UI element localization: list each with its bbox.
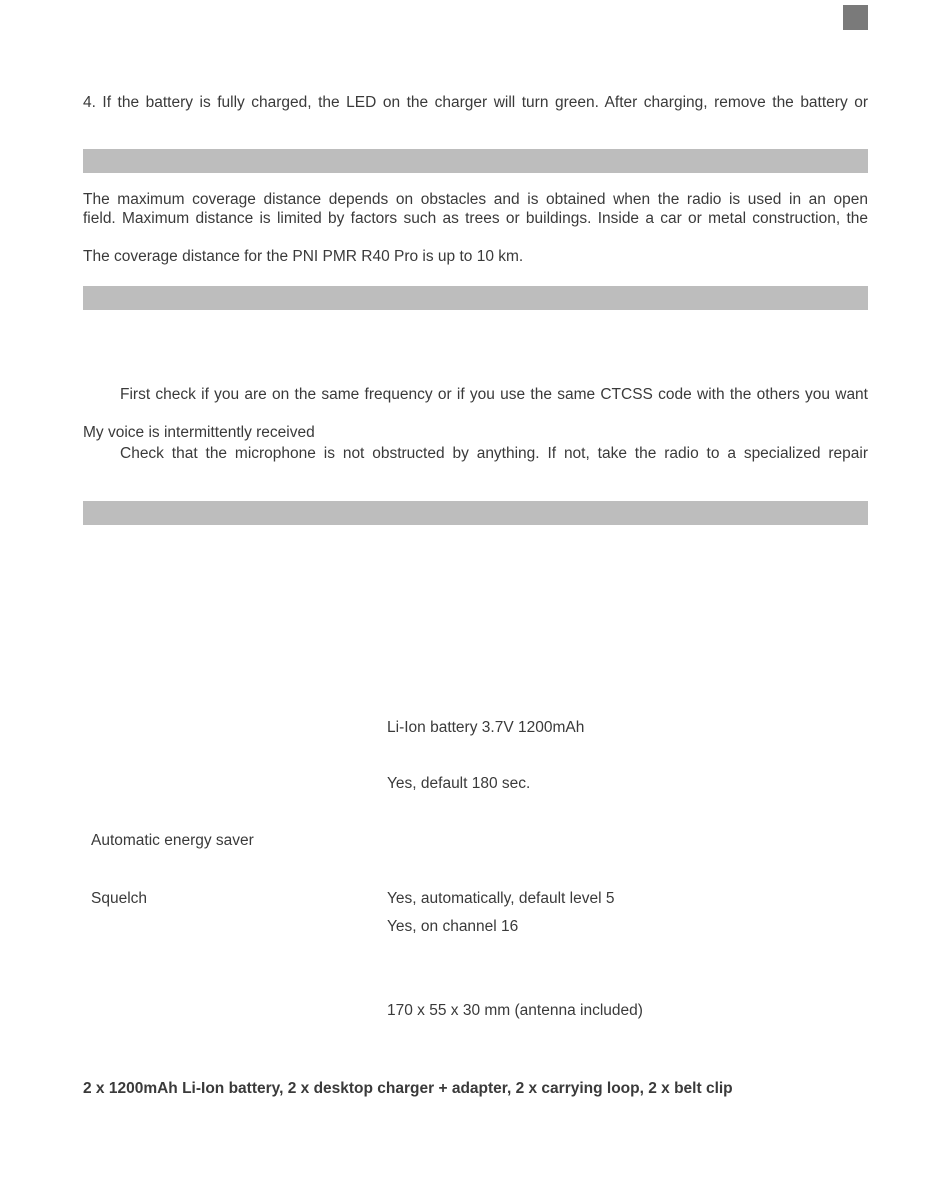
specifications-section-bar — [83, 501, 868, 525]
coverage-distance-text: The coverage distance for the PNI PMR R40 Pro is up to 10 km. — [83, 248, 524, 265]
troubleshooting-answer-1: First check if you are on the same frequency or if you use the same CTCSS code with the others you want — [120, 386, 868, 403]
troubleshooting-section-bar — [83, 286, 868, 310]
coverage-section-bar — [83, 149, 868, 173]
troubleshooting-answer-2: Check that the microphone is not obstructed by anything. If not, take the radio to a specialized repair — [120, 445, 868, 462]
charging-step-4: 4. If the battery is fully charged, the LED on the charger will turn green. After charging, remove the battery or — [83, 94, 868, 111]
spec-energy-saver-label: Automatic energy saver — [91, 832, 254, 849]
troubleshooting-problem-2: My voice is intermittently received — [83, 424, 315, 441]
spec-channel-value: Yes, on channel 16 — [387, 918, 519, 935]
page-corner-marker — [843, 5, 868, 30]
package-contents: 2 x 1200mAh Li-Ion battery, 2 x desktop charger + adapter, 2 x carrying loop, 2 x belt clip — [83, 1080, 733, 1097]
spec-saver-value: Yes, default 180 sec. — [387, 775, 531, 792]
coverage-paragraph-line-2: field. Maximum distance is limited by factors such as trees or buildings. Inside a car or metal construction, the — [83, 210, 868, 227]
spec-squelch-label: Squelch — [91, 890, 148, 907]
spec-squelch-value: Yes, automatically, default level 5 — [387, 890, 615, 907]
spec-battery-value: Li-Ion battery 3.7V 1200mAh — [387, 719, 585, 736]
coverage-paragraph-line-1: The maximum coverage distance depends on obstacles and is obtained when the radio is used in an open — [83, 191, 868, 208]
spec-dimensions-value: 170 x 55 x 30 mm (antenna included) — [387, 1002, 643, 1019]
